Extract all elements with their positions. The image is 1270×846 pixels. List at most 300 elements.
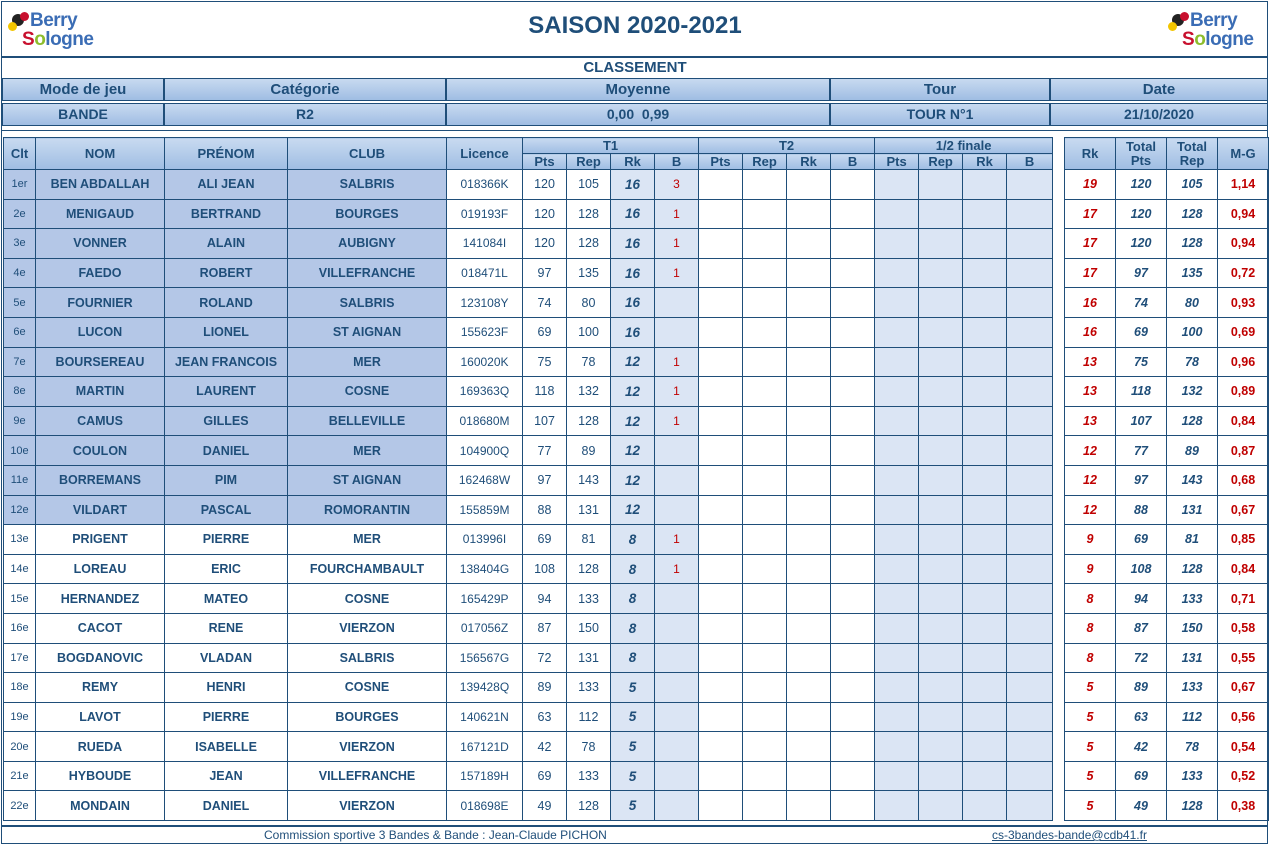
cell-club: SALBRIS	[288, 643, 447, 673]
cell-licence: 018680M	[447, 406, 523, 436]
cell-nom: PRIGENT	[36, 525, 165, 555]
cell-total-pts: 89	[1116, 673, 1167, 703]
table-row	[4, 732, 1053, 762]
cell-mg: 0,94	[1218, 229, 1269, 259]
cell-empty	[787, 229, 831, 259]
footer-email-link[interactable]: cs-3bandes-bande@cdb41.fr	[992, 828, 1147, 842]
cell-empty	[919, 258, 963, 288]
cell-pts: 69	[523, 761, 567, 791]
date-value: 21/10/2020	[1050, 103, 1268, 126]
cell-empty	[787, 258, 831, 288]
cell-mg: 0,84	[1218, 554, 1269, 584]
cell-licence: 018698E	[447, 791, 523, 821]
col-prenom: PRÉNOM	[165, 138, 288, 170]
subcol-rk: Rk	[611, 154, 655, 170]
cell-empty	[1007, 525, 1053, 555]
cell-empty	[1007, 495, 1053, 525]
cell-clt: 3e	[4, 229, 36, 259]
cell-empty	[963, 643, 1007, 673]
cell-empty	[963, 258, 1007, 288]
cell-pts: 69	[523, 525, 567, 555]
cell-rk-total: 5	[1065, 791, 1116, 821]
cell-nom: HYBOUDE	[36, 761, 165, 791]
cell-empty	[787, 436, 831, 466]
cell-rep: 105	[567, 170, 611, 200]
cell-empty	[699, 347, 743, 377]
cell-clt: 16e	[4, 613, 36, 643]
cell-b: 3	[655, 170, 699, 200]
cell-empty	[963, 732, 1007, 762]
cell-rep: 128	[567, 554, 611, 584]
table-row	[4, 377, 1053, 407]
cell-empty	[1007, 229, 1053, 259]
cell-empty	[963, 761, 1007, 791]
totals-row	[1065, 436, 1269, 466]
cell-empty	[1007, 258, 1053, 288]
cell-club: MER	[288, 436, 447, 466]
cell-mg: 0,96	[1218, 347, 1269, 377]
cell-empty	[963, 584, 1007, 614]
cell-empty	[963, 406, 1007, 436]
cell-rep: 133	[567, 673, 611, 703]
subcol-rep: Rep	[567, 154, 611, 170]
subcol-rep: Rep	[743, 154, 787, 170]
cell-total-rep: 128	[1167, 199, 1218, 229]
cell-empty	[787, 554, 831, 584]
cell-licence: 156567G	[447, 643, 523, 673]
cell-mg: 0,89	[1218, 377, 1269, 407]
cell-pts: 94	[523, 584, 567, 614]
cell-mg: 0,69	[1218, 317, 1269, 347]
cell-clt: 10e	[4, 436, 36, 466]
cell-club: MER	[288, 347, 447, 377]
cell-empty	[875, 317, 919, 347]
cell-empty	[1007, 347, 1053, 377]
cell-total-pts: 49	[1116, 791, 1167, 821]
cell-total-pts: 94	[1116, 584, 1167, 614]
cell-mg: 0,71	[1218, 584, 1269, 614]
cell-pts: 87	[523, 613, 567, 643]
cell-pts: 49	[523, 791, 567, 821]
cell-empty	[743, 229, 787, 259]
cell-nom: VILDART	[36, 495, 165, 525]
cell-rk-total: 5	[1065, 673, 1116, 703]
cell-empty	[743, 347, 787, 377]
cell-empty	[699, 406, 743, 436]
cell-total-pts: 120	[1116, 170, 1167, 200]
cell-empty	[831, 406, 875, 436]
cell-total-rep: 128	[1167, 791, 1218, 821]
cell-nom: FAEDO	[36, 258, 165, 288]
totals-row	[1065, 317, 1269, 347]
col-mg: M-G	[1218, 138, 1269, 170]
cell-prenom: LIONEL	[165, 317, 288, 347]
cell-rep: 131	[567, 495, 611, 525]
cell-rk-total: 19	[1065, 170, 1116, 200]
cell-pts: 63	[523, 702, 567, 732]
cell-empty	[919, 436, 963, 466]
cell-pts: 89	[523, 673, 567, 703]
cell-b	[655, 761, 699, 791]
cell-rep: 135	[567, 258, 611, 288]
cell-rk-total: 8	[1065, 643, 1116, 673]
cell-rk: 16	[611, 258, 655, 288]
cell-empty	[1007, 406, 1053, 436]
cell-empty	[787, 377, 831, 407]
cell-rep: 143	[567, 465, 611, 495]
cell-empty	[699, 317, 743, 347]
cell-total-pts: 69	[1116, 525, 1167, 555]
cell-empty	[699, 495, 743, 525]
col-nom: NOM	[36, 138, 165, 170]
cell-mg: 0,87	[1218, 436, 1269, 466]
cell-total-rep: 112	[1167, 702, 1218, 732]
divider	[2, 130, 1268, 131]
cell-nom: MENIGAUD	[36, 199, 165, 229]
cell-pts: 69	[523, 317, 567, 347]
cell-empty	[743, 170, 787, 200]
cell-rk: 8	[611, 643, 655, 673]
moyenne-label: Moyenne	[446, 78, 830, 101]
cell-rep: 128	[567, 229, 611, 259]
berry-sologne-logo-right: Berry Sologne	[1168, 8, 1248, 52]
cell-empty	[963, 702, 1007, 732]
cell-empty	[743, 317, 787, 347]
cell-total-pts: 69	[1116, 317, 1167, 347]
cell-rk: 5	[611, 761, 655, 791]
cell-empty	[1007, 702, 1053, 732]
cell-mg: 0,58	[1218, 613, 1269, 643]
cell-pts: 88	[523, 495, 567, 525]
mode-value: BANDE	[2, 103, 164, 126]
category-value: R2	[164, 103, 446, 126]
totals-row	[1065, 465, 1269, 495]
subcol-rk: Rk	[787, 154, 831, 170]
cell-empty	[919, 643, 963, 673]
cell-club: COSNE	[288, 673, 447, 703]
totals-row	[1065, 613, 1269, 643]
cell-empty	[743, 732, 787, 762]
cell-empty	[831, 436, 875, 466]
footer-divider	[2, 825, 1268, 827]
cell-empty	[787, 406, 831, 436]
subcol-pts: Pts	[875, 154, 919, 170]
cell-rk-total: 12	[1065, 436, 1116, 466]
cell-empty	[699, 436, 743, 466]
cell-empty	[963, 554, 1007, 584]
cell-rk-total: 13	[1065, 406, 1116, 436]
cell-total-pts: 118	[1116, 377, 1167, 407]
cell-total-pts: 63	[1116, 702, 1167, 732]
cell-rk: 5	[611, 702, 655, 732]
cell-total-rep: 89	[1167, 436, 1218, 466]
cell-total-rep: 133	[1167, 673, 1218, 703]
cell-total-rep: 128	[1167, 554, 1218, 584]
cell-empty	[831, 465, 875, 495]
cell-club: BELLEVILLE	[288, 406, 447, 436]
cell-club: VILLEFRANCHE	[288, 258, 447, 288]
cell-prenom: ALI JEAN	[165, 170, 288, 200]
cell-b: 1	[655, 258, 699, 288]
cell-empty	[919, 377, 963, 407]
cell-nom: RUEDA	[36, 732, 165, 762]
col-total-pts: Total Pts	[1116, 138, 1167, 170]
cell-empty	[699, 377, 743, 407]
cell-total-rep: 143	[1167, 465, 1218, 495]
cell-empty	[787, 288, 831, 318]
cell-club: BOURGES	[288, 199, 447, 229]
cell-rk: 12	[611, 495, 655, 525]
cell-empty	[1007, 761, 1053, 791]
cell-empty	[699, 791, 743, 821]
cell-nom: HERNANDEZ	[36, 584, 165, 614]
cell-clt: 12e	[4, 495, 36, 525]
cell-empty	[875, 554, 919, 584]
cell-clt: 20e	[4, 732, 36, 762]
cell-empty	[699, 732, 743, 762]
table-row	[4, 258, 1053, 288]
cell-empty	[963, 347, 1007, 377]
cell-club: ST AIGNAN	[288, 465, 447, 495]
cell-empty	[831, 613, 875, 643]
cell-empty	[875, 525, 919, 555]
cell-mg: 1,14	[1218, 170, 1269, 200]
table-row	[4, 317, 1053, 347]
cell-licence: 169363Q	[447, 377, 523, 407]
cell-nom: COULON	[36, 436, 165, 466]
cell-nom: REMY	[36, 673, 165, 703]
cell-empty	[875, 170, 919, 200]
cell-empty	[963, 229, 1007, 259]
cell-rep: 89	[567, 436, 611, 466]
table-row	[4, 791, 1053, 821]
cell-empty	[963, 436, 1007, 466]
cell-rk: 8	[611, 613, 655, 643]
cell-empty	[919, 761, 963, 791]
cell-empty	[875, 465, 919, 495]
cell-empty	[831, 258, 875, 288]
cell-empty	[875, 791, 919, 821]
totals-row	[1065, 732, 1269, 762]
cell-total-rep: 128	[1167, 406, 1218, 436]
moyenne-value: 0,00 0,99	[446, 103, 830, 126]
cell-rep: 112	[567, 702, 611, 732]
cell-b	[655, 702, 699, 732]
subcol-rk: Rk	[963, 154, 1007, 170]
cell-pts: 75	[523, 347, 567, 377]
cell-prenom: ISABELLE	[165, 732, 288, 762]
cell-empty	[919, 465, 963, 495]
subcol-b: B	[831, 154, 875, 170]
cell-pts: 42	[523, 732, 567, 762]
results-table	[3, 137, 1053, 821]
cell-rk-total: 17	[1065, 229, 1116, 259]
cell-rk-total: 8	[1065, 613, 1116, 643]
cell-empty	[699, 170, 743, 200]
cell-empty	[831, 554, 875, 584]
cell-club: VIERZON	[288, 732, 447, 762]
cell-rep: 80	[567, 288, 611, 318]
cell-empty	[743, 288, 787, 318]
cell-nom: CAMUS	[36, 406, 165, 436]
cell-rk-total: 5	[1065, 732, 1116, 762]
cell-pts: 108	[523, 554, 567, 584]
cell-empty	[699, 702, 743, 732]
totals-row	[1065, 406, 1269, 436]
cell-empty	[919, 554, 963, 584]
cell-b	[655, 732, 699, 762]
cell-pts: 120	[523, 170, 567, 200]
cell-empty	[1007, 673, 1053, 703]
cell-total-pts: 69	[1116, 761, 1167, 791]
cell-rk-total: 16	[1065, 288, 1116, 318]
cell-empty	[919, 613, 963, 643]
cell-empty	[1007, 199, 1053, 229]
cell-licence: 017056Z	[447, 613, 523, 643]
cell-empty	[919, 673, 963, 703]
cell-empty	[831, 791, 875, 821]
cell-empty	[743, 554, 787, 584]
totals-row	[1065, 377, 1269, 407]
cell-empty	[919, 584, 963, 614]
cell-mg: 0,85	[1218, 525, 1269, 555]
cell-mg: 0,54	[1218, 732, 1269, 762]
cell-rk-total: 9	[1065, 525, 1116, 555]
cell-pts: 120	[523, 199, 567, 229]
cell-prenom: PASCAL	[165, 495, 288, 525]
cell-prenom: ERIC	[165, 554, 288, 584]
cell-total-pts: 87	[1116, 613, 1167, 643]
cell-empty	[831, 229, 875, 259]
cell-b: 1	[655, 406, 699, 436]
cell-clt: 18e	[4, 673, 36, 703]
cell-total-pts: 77	[1116, 436, 1167, 466]
cell-empty	[875, 673, 919, 703]
cell-empty	[963, 317, 1007, 347]
cell-nom: LAVOT	[36, 702, 165, 732]
table-row	[4, 229, 1053, 259]
table-row	[4, 613, 1053, 643]
cell-club: COSNE	[288, 377, 447, 407]
cell-mg: 0,55	[1218, 643, 1269, 673]
cell-pts: 97	[523, 258, 567, 288]
cell-nom: MARTIN	[36, 377, 165, 407]
cell-empty	[787, 643, 831, 673]
cell-rk-total: 16	[1065, 317, 1116, 347]
col-t1: T1	[523, 138, 699, 154]
cell-empty	[699, 258, 743, 288]
cell-empty	[743, 377, 787, 407]
cell-licence: 140621N	[447, 702, 523, 732]
cell-empty	[831, 495, 875, 525]
cell-rk: 16	[611, 170, 655, 200]
cell-rk: 5	[611, 673, 655, 703]
cell-rk: 12	[611, 347, 655, 377]
cell-empty	[963, 673, 1007, 703]
tour-value: TOUR N°1	[830, 103, 1050, 126]
cell-empty	[831, 584, 875, 614]
cell-prenom: BERTRAND	[165, 199, 288, 229]
cell-empty	[963, 199, 1007, 229]
cell-total-pts: 97	[1116, 258, 1167, 288]
cell-total-pts: 72	[1116, 643, 1167, 673]
cell-b	[655, 495, 699, 525]
cell-empty	[787, 613, 831, 643]
cell-empty	[743, 258, 787, 288]
cell-clt: 13e	[4, 525, 36, 555]
table-row	[4, 673, 1053, 703]
subcol-pts: Pts	[523, 154, 567, 170]
table-row	[4, 525, 1053, 555]
totals-row	[1065, 170, 1269, 200]
logo-sologne-text: Sologne	[22, 29, 94, 50]
col-clt: Clt	[4, 138, 36, 170]
cell-empty	[919, 495, 963, 525]
cell-rk: 5	[611, 791, 655, 821]
cell-empty	[787, 761, 831, 791]
cell-empty	[919, 199, 963, 229]
cell-b: 1	[655, 525, 699, 555]
cell-empty	[875, 229, 919, 259]
cell-rk: 16	[611, 199, 655, 229]
cell-pts: 72	[523, 643, 567, 673]
table-row	[4, 465, 1053, 495]
cell-empty	[743, 791, 787, 821]
cell-total-pts: 120	[1116, 229, 1167, 259]
cell-rk: 12	[611, 406, 655, 436]
cell-rep: 100	[567, 317, 611, 347]
cell-rk-total: 5	[1065, 761, 1116, 791]
cell-nom: BEN ABDALLAH	[36, 170, 165, 200]
cell-prenom: JEAN FRANCOIS	[165, 347, 288, 377]
cell-empty	[919, 347, 963, 377]
totals-row	[1065, 525, 1269, 555]
cell-licence: 139428Q	[447, 673, 523, 703]
cell-empty	[743, 199, 787, 229]
cell-empty	[831, 643, 875, 673]
cell-b: 1	[655, 347, 699, 377]
cell-empty	[831, 525, 875, 555]
cell-mg: 0,67	[1218, 673, 1269, 703]
cell-total-rep: 78	[1167, 347, 1218, 377]
cell-club: SALBRIS	[288, 288, 447, 318]
cell-b	[655, 436, 699, 466]
cell-rk-total: 13	[1065, 377, 1116, 407]
cell-prenom: ROBERT	[165, 258, 288, 288]
totals-row	[1065, 554, 1269, 584]
cell-empty	[831, 347, 875, 377]
cell-licence: 018471L	[447, 258, 523, 288]
cell-empty	[875, 347, 919, 377]
cell-empty	[699, 229, 743, 259]
cell-empty	[699, 525, 743, 555]
cell-empty	[743, 465, 787, 495]
cell-rk: 16	[611, 317, 655, 347]
cell-club: FOURCHAMBAULT	[288, 554, 447, 584]
cell-clt: 6e	[4, 317, 36, 347]
cell-rep: 128	[567, 199, 611, 229]
cell-empty	[919, 229, 963, 259]
table-row	[4, 170, 1053, 200]
cell-nom: VONNER	[36, 229, 165, 259]
cell-prenom: JEAN	[165, 761, 288, 791]
cell-empty	[743, 495, 787, 525]
cell-empty	[787, 170, 831, 200]
category-label: Catégorie	[164, 78, 446, 101]
cell-mg: 0,72	[1218, 258, 1269, 288]
cell-empty	[963, 791, 1007, 821]
cell-prenom: GILLES	[165, 406, 288, 436]
